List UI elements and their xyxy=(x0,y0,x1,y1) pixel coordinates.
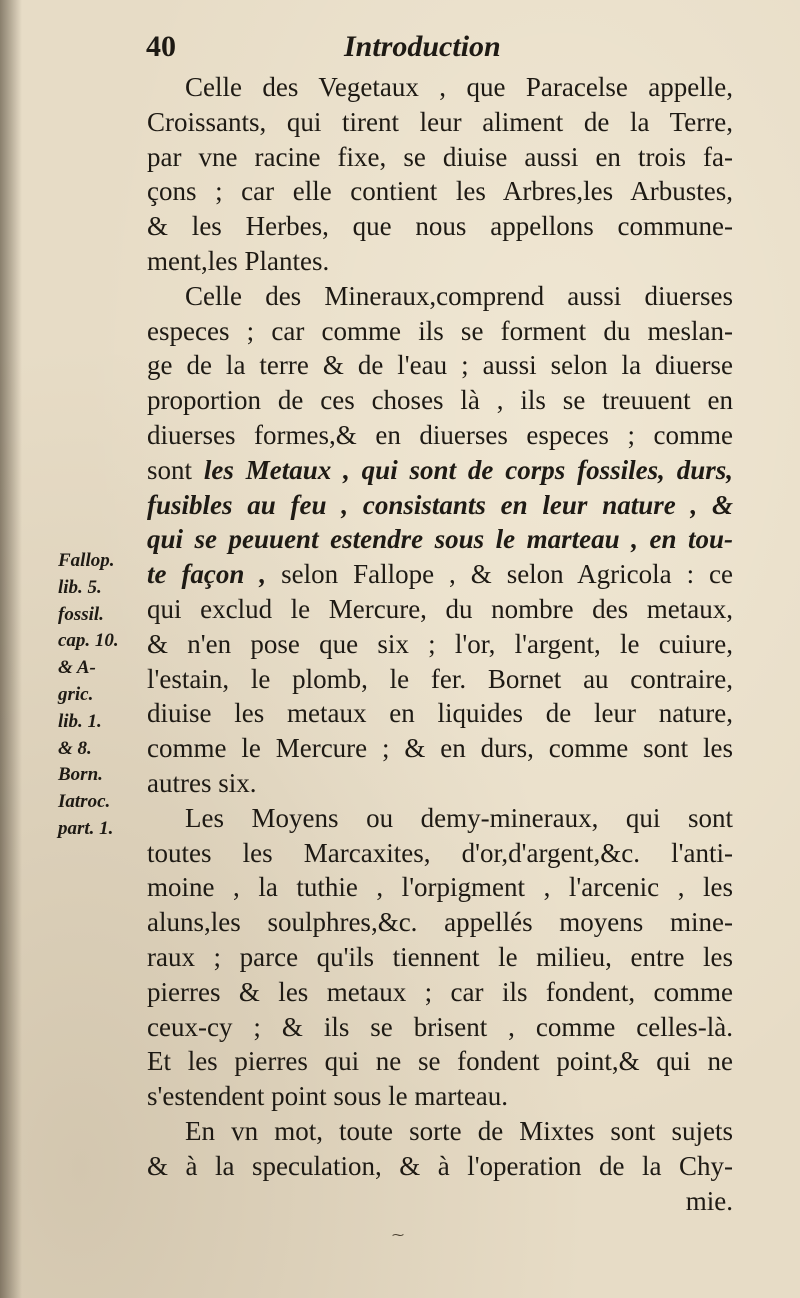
margin-note-line: & A- xyxy=(58,657,96,679)
text-line: l'estain, le plomb, le fer. Bornet au contraire, xyxy=(147,663,733,694)
italic-fragment: te façon , xyxy=(147,559,267,590)
text-line: & les Herbes, que nous appellons commune- xyxy=(147,211,733,242)
text-line: autres six. xyxy=(147,767,257,798)
text-line: qui se peuuent estendre sous le marteau , en tou- xyxy=(147,524,733,555)
text-line xyxy=(147,557,733,592)
text-line: En vn mot, toute sorte de Mixtes sont sujets xyxy=(185,1115,733,1146)
margin-note-line: lib. 5. xyxy=(58,576,102,598)
text-line: moine , la tuthie , l'orpigment , l'arcenic , les xyxy=(147,872,733,903)
text-line: & à la speculation, & à l'operation de la Chy- xyxy=(147,1150,733,1181)
text-line: ge de la terre & de l'eau ; aussi selon la diuerse xyxy=(147,350,733,381)
text-line: ceux-cy ; & ils se brisent , comme celles-là. xyxy=(147,1011,733,1042)
page-number: 40 xyxy=(146,30,176,63)
text-line: pierres & les metaux ; car ils fondent, comme xyxy=(147,976,733,1007)
margin-note-line: Iatroc. xyxy=(58,791,111,813)
text-line: ment,les Plantes. xyxy=(147,245,330,276)
text-line: especes ; car comme ils se forment du meslan- xyxy=(147,315,733,346)
text-line: çons ; car elle contient les Arbres,les Arbustes, xyxy=(147,176,733,207)
text-line: Croissants, qui tirent leur aliment de la Terre, xyxy=(147,106,733,137)
text-line: aluns,les soulphres,&c. appellés moyens mine- xyxy=(147,907,733,938)
text-line: fusibles au feu , consistants en leur nature , & xyxy=(147,489,733,520)
text-line: qui exclud le Mercure, du nombre des metaux, xyxy=(147,593,733,624)
text-line: mie. xyxy=(685,1185,733,1216)
text-line: Celle des Mineraux,comprend aussi diuerses xyxy=(185,280,733,311)
text-line: & n'en pose que six ; l'or, l'argent, le cuiure, xyxy=(147,628,733,659)
page-header xyxy=(0,30,800,70)
text-line: par vne racine fixe, se diuise aussi en trois fa- xyxy=(147,141,733,172)
margin-note-line: Born. xyxy=(58,764,103,786)
text-line: proportion de ces choses là , ils se treuuent en xyxy=(147,385,733,416)
text-line: Les Moyens ou demy-mineraux, qui sont xyxy=(185,802,733,833)
body-text xyxy=(147,70,733,1218)
text-fragment: selon Fallope , & selon Agricola : ce xyxy=(281,559,734,590)
margin-note-line: cap. 10. xyxy=(58,630,119,652)
ornament-mark: ⁓ xyxy=(392,1228,404,1242)
margin-note-line: & 8. xyxy=(58,737,92,759)
margin-note-line: fossil. xyxy=(58,603,104,625)
text-line: toutes les Marcaxites, d'or,d'argent,&c. l'anti- xyxy=(147,837,733,868)
text-line xyxy=(147,453,733,488)
text-line: comme le Mercure ; & en durs, comme sont les xyxy=(147,733,733,764)
margin-note-line: Fallop. xyxy=(58,550,115,571)
text-line: diuise les metaux en liquides de leur nature, xyxy=(147,698,733,729)
text-line: raux ; parce qu'ils tiennent le milieu, entre les xyxy=(147,941,733,972)
text-fragment: sont xyxy=(147,454,193,485)
margin-note-line: lib. 1. xyxy=(58,710,102,732)
italic-fragment: les Metaux , qui sont de corps fossiles, durs, xyxy=(203,454,734,485)
margin-note-line: gric. xyxy=(58,683,94,705)
text-line: Et les pierres qui ne se fondent point,& qui ne xyxy=(147,1046,733,1077)
margin-note xyxy=(58,548,138,843)
margin-note-line: part. 1. xyxy=(58,817,114,839)
running-title: Introduction xyxy=(344,30,501,63)
text-line: Celle des Vegetaux , que Paracelse appelle, xyxy=(185,72,733,102)
binding-shadow xyxy=(0,0,22,1298)
text-line: s'estendent point sous le marteau. xyxy=(147,1081,509,1112)
text-line: diuerses formes,& en diuerses especes ; comme xyxy=(147,419,733,450)
